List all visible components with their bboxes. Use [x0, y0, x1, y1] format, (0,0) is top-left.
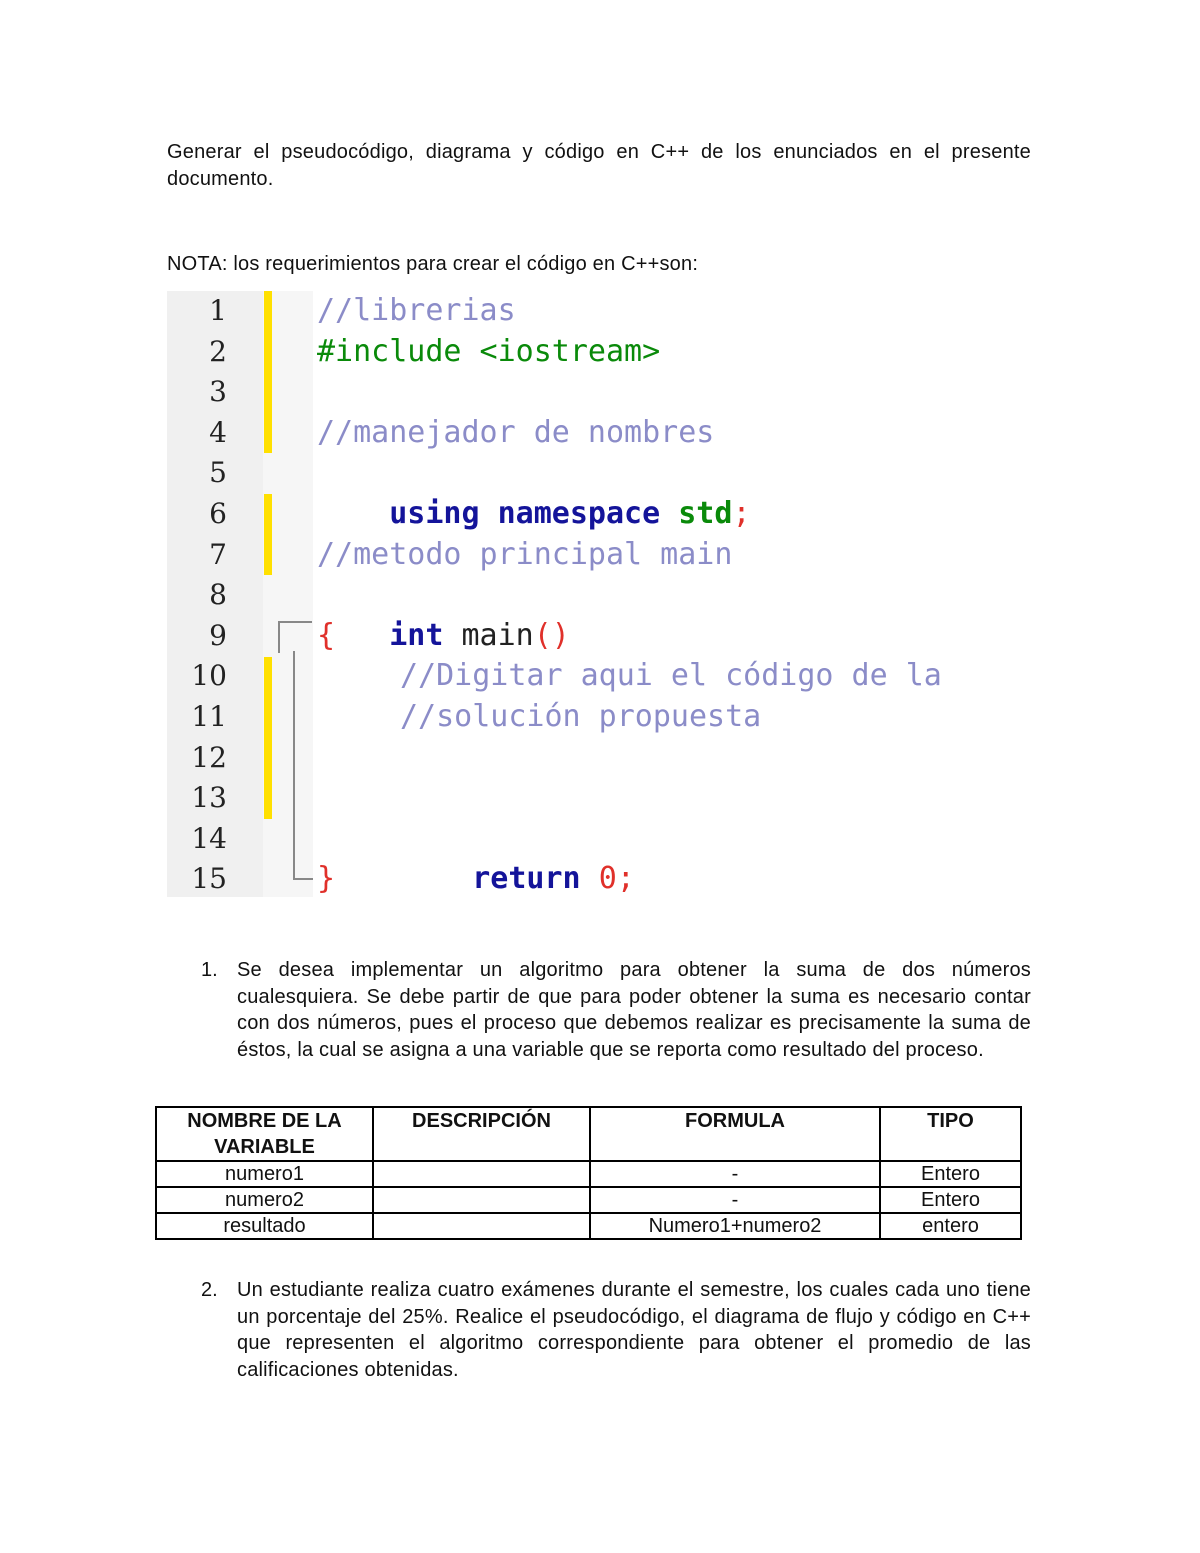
- cell-variable-name: numero2: [156, 1187, 373, 1213]
- line-number: 2: [209, 334, 227, 368]
- std-identifier: std: [678, 495, 733, 531]
- line-number: 1: [209, 294, 227, 327]
- code-screenshot: [167, 291, 1032, 897]
- table-header-row: [156, 1107, 1021, 1161]
- cell-type: Entero: [880, 1187, 1021, 1213]
- header-formula: FORMULA: [590, 1107, 880, 1161]
- main-identifier: main: [461, 617, 534, 653]
- cell-variable-name: resultado: [156, 1213, 373, 1239]
- line-number: 9: [209, 618, 227, 652]
- code-line-9: {: [317, 617, 336, 653]
- fold-guide: [293, 878, 313, 880]
- return-value: 0: [598, 861, 617, 897]
- line-number: 7: [209, 537, 227, 571]
- code-line-1: //librerias: [317, 293, 516, 328]
- table-row: [156, 1161, 1021, 1187]
- line-number: 5: [209, 456, 227, 490]
- cell-type: entero: [880, 1213, 1021, 1239]
- line-number: 15: [191, 862, 227, 896]
- cell-description: [373, 1161, 590, 1187]
- semicolon: ;: [616, 861, 635, 897]
- table-row: [156, 1187, 1021, 1213]
- line-number: 14: [191, 821, 227, 855]
- table-row: [156, 1213, 1021, 1239]
- code-line-10: //Digitar aqui el código de la: [400, 658, 942, 694]
- line-number: 6: [209, 497, 227, 530]
- cell-description: [373, 1213, 590, 1239]
- list-item-number: 2.: [201, 1279, 218, 1301]
- semicolon: ;: [732, 495, 751, 531]
- line-number: 4: [209, 415, 227, 449]
- line-number: 3: [209, 375, 227, 409]
- header-variable-name: NOMBRE DE LA VARIABLE: [156, 1107, 373, 1161]
- cell-description: [373, 1187, 590, 1213]
- code-line-7: //metodo principal main: [317, 536, 733, 572]
- intro-paragraph: Generar el pseudocódigo, diagrama y código en C++ de los enunciados en el presente documento.: [167, 141, 1031, 190]
- code-line-8: [317, 575, 570, 653]
- code-line-5: [317, 453, 751, 531]
- header-description: DESCRIPCIÓN: [373, 1107, 590, 1161]
- code-line-15: }: [317, 861, 336, 897]
- return-keyword: return: [472, 861, 581, 897]
- parens: (): [533, 617, 570, 653]
- line-number: 13: [191, 781, 227, 815]
- line-number: 12: [191, 740, 227, 774]
- variables-table: [155, 1106, 1022, 1240]
- fold-guide: [293, 651, 295, 879]
- list-item-text: Se desea implementar un algoritmo para obtener la suma de dos números cualesquiera. Se debe partir de que para poder obtener la suma es necesario contar con dos números, pues el proceso que debemos realizar es precisamente la suma de éstos, la cual se asigna a una variable que se reporta como resultado del proceso.: [237, 959, 1031, 1061]
- cell-formula: Numero1+numero2: [590, 1213, 880, 1239]
- cell-type: Entero: [880, 1161, 1021, 1187]
- list-item-text: Un estudiante realiza cuatro exámenes durante el semestre, los cuales cada uno tiene un porcentaje del 25%. Realice el pseudocódigo, el diagrama de flujo y código en C++ que representen el algoritmo correspondiente para obtener el promedio de las calificaciones obtenidas.: [237, 1279, 1031, 1381]
- list-item-number: 1.: [201, 959, 218, 981]
- change-marker: [264, 657, 272, 819]
- nota-paragraph: NOTA: los requerimientos para crear el código en C++son:: [167, 253, 699, 275]
- cell-formula: -: [590, 1161, 880, 1187]
- line-number: 8: [209, 578, 227, 612]
- fold-bracket: [278, 621, 280, 653]
- change-marker: [264, 494, 272, 575]
- change-marker: [264, 291, 272, 453]
- line-number: 11: [191, 700, 227, 733]
- code-line-4: //manejador de nombres: [317, 414, 715, 450]
- using-keyword: using namespace: [389, 495, 661, 531]
- line-number: 10: [191, 659, 227, 693]
- cell-formula: -: [590, 1187, 880, 1213]
- header-type: TIPO: [880, 1107, 1021, 1161]
- code-line-14: [400, 819, 635, 897]
- code-line-2: #include <iostream>: [317, 333, 661, 369]
- code-line-11: //solución propuesta: [400, 699, 762, 734]
- int-keyword: int: [389, 617, 444, 653]
- cell-variable-name: numero1: [156, 1161, 373, 1187]
- fold-bracket: [278, 621, 312, 623]
